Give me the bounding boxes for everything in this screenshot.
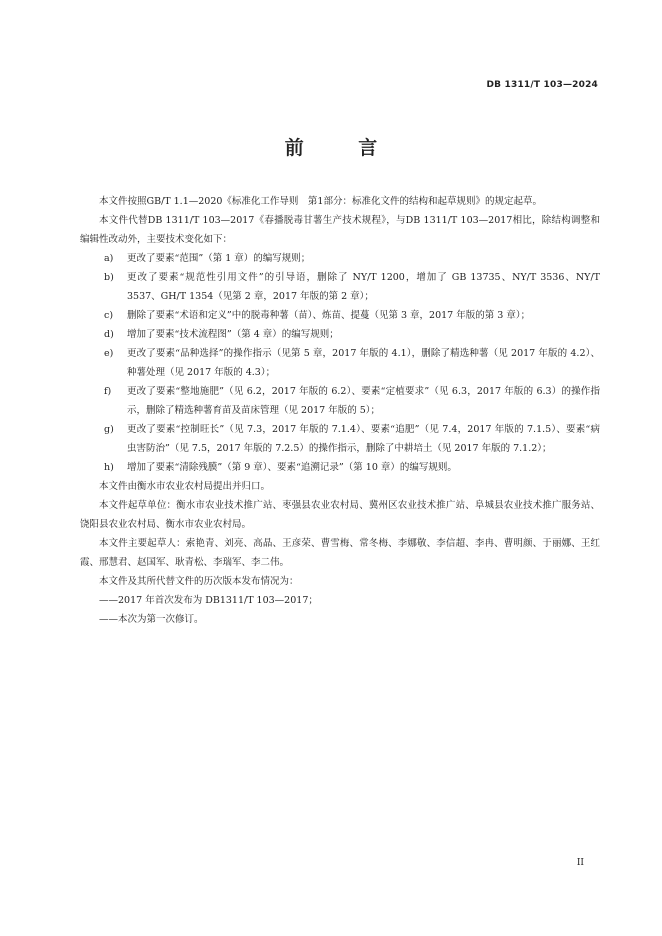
intro-paragraph: 本文件按照GB/T 1.1—2020《标准化工作导则 第1部分：标准化文件的结构和起草规则》的规定起草。	[99, 196, 542, 207]
list-item	[80, 382, 600, 420]
list-item	[80, 325, 600, 344]
list-item-label: h)	[104, 462, 114, 473]
list-item-label: d)	[104, 329, 114, 340]
list-item-label: a)	[104, 253, 114, 264]
page-title: 前 言	[284, 137, 402, 159]
list-item	[80, 306, 600, 325]
page-number: II	[576, 858, 584, 868]
list-item-text: 更改了要素“范围”（第 1 章）的编写规则；	[127, 253, 311, 264]
list-item-label: f)	[104, 386, 112, 397]
list-item-text: 更改了要素“控制旺长”（见 7.3，2017 年版的 7.1.4）、要素“追肥”（见 7.4，2017 年版的 7.1.5）、要素“病虫害防治”（见 7.5，2017 年版的 7.2.5）的操作指示，删除了中耕培土（见 2017 年版的 7.1.2）；	[127, 424, 600, 454]
history-item: ——本次为第一次修订。	[99, 614, 204, 625]
list-item-label: e)	[104, 348, 114, 359]
list-item-text: 更改了要素“规范性引用文件”的引导语，删除了 NY/T 1200，增加了 GB 13735、NY/T 3536、NY/T 3537、GH/T 1354（见第 2 章，2017 年版的第 2 章）；	[127, 272, 600, 302]
history-intro-paragraph: 本文件及其所代替文件的历次版本发布情况为：	[99, 576, 299, 587]
list-item-text: 增加了要素“技术流程图”（第 4 章）的编写规则；	[127, 329, 339, 340]
drafting-units-paragraph: 本文件起草单位：衡水市农业技术推广站、枣强县农业农村局、冀州区农业技术推广站、阜城县农业技术推广服务站、饶阳县农业农村局、衡水市农业农村局。	[80, 500, 600, 530]
list-item	[80, 458, 600, 477]
list-item-text: 更改了要素“品种选择”的操作指示（见第 5 章，2017 年版的 4.1），删除了精选种薯（见 2017 年版的 4.2）、种薯处理（见 2017 年版的 4.3）；	[127, 348, 600, 378]
list-item-text: 删除了要素“术语和定义”中的脱毒种薯（苗）、炼苗、提蔓（见第 3 章，2017 年版的第 3 章）；	[127, 310, 531, 321]
list-item-label: b)	[104, 272, 114, 283]
list-item-label: c)	[104, 310, 114, 321]
list-item	[80, 420, 600, 458]
document-code: DB 1311/T 103—2024	[486, 80, 598, 90]
list-item-text: 增加了要素“清除残膜”（第 9 章）、要素“追溯记录”（第 10 章）的编写规则。	[127, 462, 457, 473]
document-body	[80, 192, 600, 629]
drafters-paragraph: 本文件主要起草人：索艳青、刘亮、高晶、王彦荣、曹雪梅、常冬梅、李娜敬、李信超、李冉、曹明颜、于丽娜、王红霞、邢慧君、赵国军、耿青松、李瑞军、李二伟。	[80, 538, 600, 568]
list-item	[80, 249, 600, 268]
replacement-paragraph: 本文件代替DB 1311/T 103—2017《春播脱毒甘薯生产技术规程》，与DB 1311/T 103—2017相比，除结构调整和编辑性改动外，主要技术变化如下：	[80, 215, 600, 245]
proposer-paragraph: 本文件由衡水市农业农村局提出并归口。	[99, 481, 271, 492]
history-item: ——2017 年首次发布为 DB1311/T 103—2017；	[99, 595, 318, 606]
list-item	[80, 268, 600, 306]
list-item-label: g)	[104, 424, 114, 435]
list-item	[80, 344, 600, 382]
list-item-text: 更改了要素“整地施肥”（见 6.2，2017 年版的 6.2）、要素“定植要求”（见 6.3，2017 年版的 6.3）的操作指示，删除了精选种薯育苗及苗床管理（见 2017 年版的 5）；	[127, 386, 600, 416]
